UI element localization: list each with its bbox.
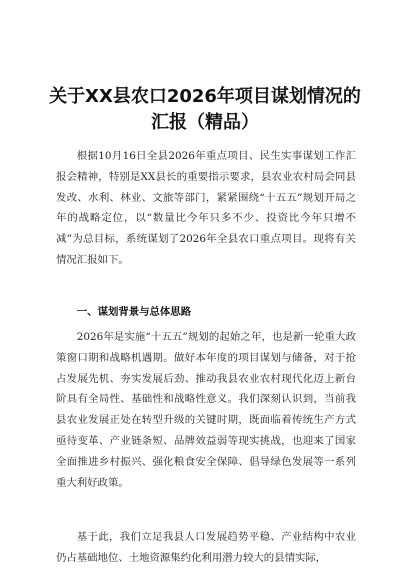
section-1-paragraph-1: 2026年是实施“十五五”规划的起始之年，也是新一轮重大政策窗口期和战略机遇期。做好本年度的项目谋划与储备，对于抢占发展先机、夯实发展后劲、推动我县农业农村现代化迈上新台阶具有全局性、基础性和战略性意义。我们深刻认识到，当前我县农业发展正处在转型升级的关键时期，既面临着传统生产方式亟待变革、产业链条短、品牌效益弱等现实挑战，也迎来了国家全面推进乡村振兴、强化粮食安全保障、倡导绿色发展等一系列重大利好政策。: [56, 331, 356, 489]
document-title-line-2: 汇报（精品）: [151, 112, 259, 133]
intro-paragraph: 根据10月16日全县2026年重点项目、民生实事谋划工作汇报会精神，特别是XX县长的重要指示要求，县农业农村局会同县发改、水利、林业、文旅等部门，紧紧围绕“十五五”规划开局之年的战略定位，以“数量比今年只多不少、投资比今年只增不减”为总目标，系统谋划了2026年全县农口重点项目。现将有关情况汇报如下。: [56, 150, 356, 266]
document-title-line-1: 关于XX县农口2026年项目谋划情况的: [49, 86, 361, 107]
section-1-paragraph-2: 基于此，我们立足我县人口发展趋势平稳、产业结构中农业仍占基础地位、土地资源集约化利用潜力较大的县情实际，: [56, 531, 356, 564]
section-heading-1: 一、谋划背景与总体思路: [76, 306, 192, 318]
